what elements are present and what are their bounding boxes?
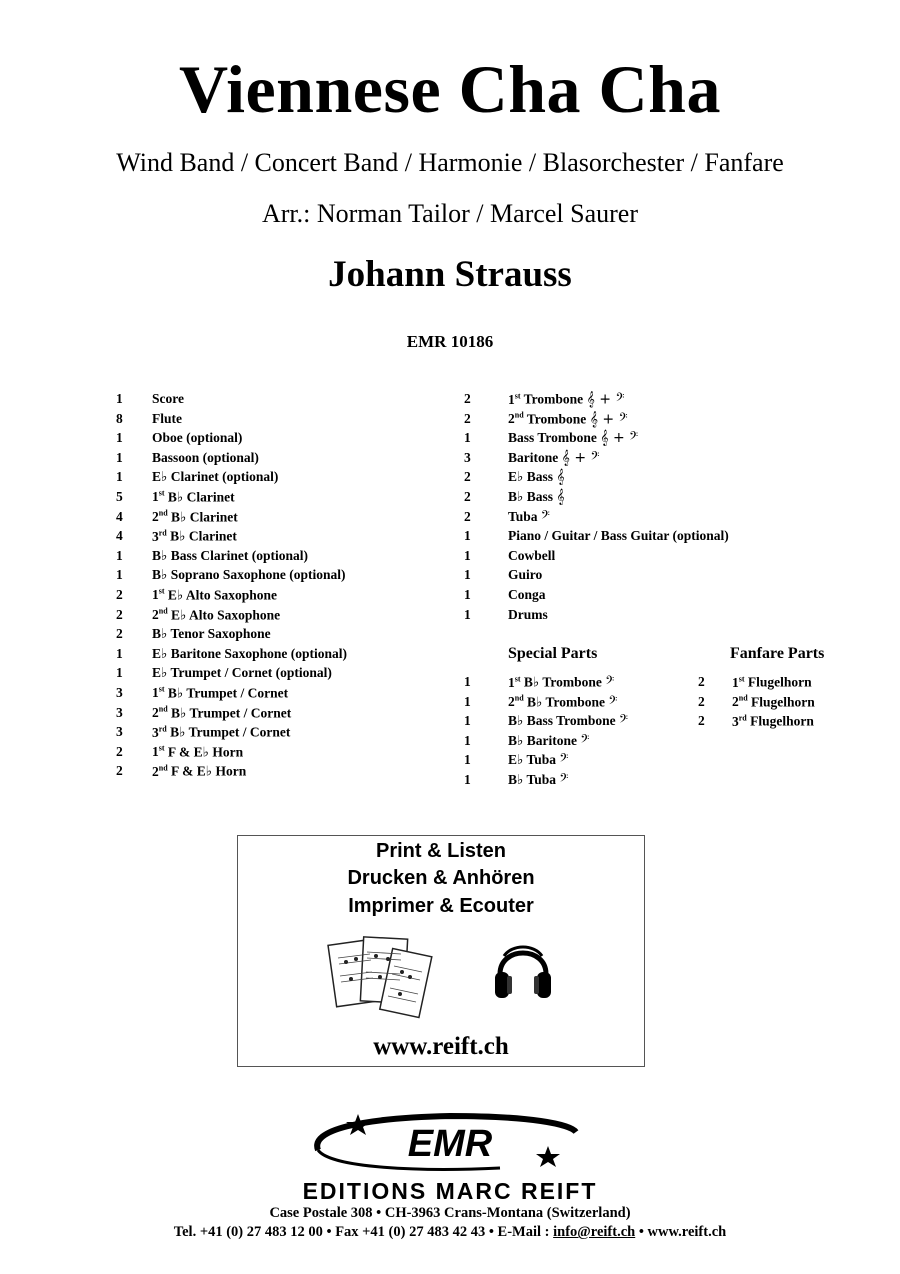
part-instrument: Bass Trombone — [508, 430, 597, 446]
part-name — [152, 430, 242, 446]
part-ordinal: 1st — [152, 488, 165, 505]
part-quantity: 1 — [464, 547, 471, 563]
part-instrument: B♭ Bass Clarinet (optional) — [152, 547, 309, 563]
part-instrument: E♭ Bass — [508, 469, 554, 485]
clef-icon: 𝄞 — [556, 488, 565, 505]
clef-icon: 𝄞 + 𝄢 — [600, 430, 639, 447]
part-instrument: Flute — [152, 410, 182, 426]
part-instrument: F & E♭ Horn — [167, 744, 244, 760]
part-name — [508, 733, 589, 749]
part-ordinal: 3rd — [152, 528, 167, 544]
clef-icon: 𝄞 + 𝄢 — [561, 449, 600, 466]
part-name — [152, 607, 280, 624]
part-quantity: 2 — [464, 391, 471, 406]
clef-icon: 𝄢 — [540, 508, 550, 525]
part-ordinal: 3rd — [152, 724, 167, 740]
part-instrument: B♭ Bass Trombone — [508, 713, 616, 729]
clef-icon: 𝄢 — [559, 771, 569, 788]
promo-line-print-listen: Print & Listen — [375, 840, 506, 862]
part-name — [152, 626, 271, 642]
part-quantity: 1 — [464, 586, 471, 602]
part-quantity: 2 — [698, 693, 705, 709]
part-name — [152, 705, 291, 722]
part-instrument: B♭ Bass — [508, 488, 554, 504]
part-instrument: B♭ Trumpet / Cornet — [170, 724, 291, 740]
part-ordinal: 1st — [152, 684, 165, 701]
part-name — [508, 567, 542, 583]
part-quantity: 2 — [116, 626, 123, 642]
special-parts-heading: Special Parts — [508, 645, 598, 662]
publisher-contact — [0, 1224, 900, 1241]
part-instrument: B♭ Trumpet / Cornet — [171, 705, 292, 720]
part-instrument: B♭ Tenor Saxophone — [152, 626, 271, 642]
part-name — [508, 772, 568, 788]
part-quantity: 1 — [116, 645, 123, 661]
part-ordinal: 1st — [152, 586, 165, 603]
part-quantity: 1 — [464, 606, 471, 622]
part-quantity: 2 — [116, 763, 123, 779]
part-instrument: F & E♭ Horn — [171, 763, 247, 779]
promo-line-drucken-anhoeren: Drucken & Anhören — [347, 867, 535, 889]
part-quantity: 2 — [698, 713, 705, 729]
part-name — [152, 567, 346, 583]
part-instrument: Trombone — [526, 411, 587, 427]
part-name — [152, 587, 277, 604]
part-instrument: Cowbell — [508, 547, 556, 563]
part-instrument: E♭ Baritone Saxophone (optional) — [152, 645, 348, 661]
part-name — [152, 665, 332, 681]
part-quantity: 1 — [116, 430, 123, 446]
part-name — [732, 674, 812, 691]
part-name — [152, 724, 290, 741]
part-instrument: B♭ Clarinet — [170, 528, 237, 544]
part-quantity: 1 — [116, 547, 123, 563]
part-name — [152, 744, 243, 761]
part-instrument: Conga — [508, 586, 546, 602]
part-instrument: Baritone — [508, 449, 559, 465]
part-ordinal: 2nd — [508, 410, 524, 427]
part-quantity: 1 — [116, 391, 123, 406]
part-instrument: Drums — [508, 606, 548, 622]
part-instrument: B♭ Baritone — [508, 732, 577, 748]
part-ordinal: 1st — [152, 743, 165, 760]
part-quantity: 4 — [116, 508, 123, 524]
part-instrument: E♭ Trumpet / Cornet (optional) — [152, 665, 332, 681]
headphones-icon — [492, 934, 554, 1006]
promo-box — [237, 835, 645, 1067]
part-quantity: 2 — [698, 674, 705, 689]
part-ordinal: 1st — [732, 674, 745, 690]
part-quantity: 4 — [116, 528, 123, 544]
part-instrument: Flugelhorn — [751, 694, 815, 710]
part-name — [152, 489, 235, 506]
part-name — [508, 469, 565, 485]
part-quantity: 1 — [116, 567, 123, 583]
promo-url[interactable]: www.reift.ch — [373, 1033, 509, 1060]
part-quantity: 1 — [116, 665, 123, 681]
part-quantity: 2 — [116, 606, 123, 622]
contact-website[interactable]: • www.reift.ch — [635, 1224, 727, 1240]
part-ordinal: 2nd — [508, 693, 524, 710]
clef-icon: 𝄢 — [605, 674, 615, 691]
part-instrument: E♭ Tuba — [508, 752, 557, 768]
part-name — [152, 469, 278, 485]
part-quantity: 2 — [464, 488, 471, 504]
part-ordinal: 2nd — [152, 763, 168, 779]
part-name — [152, 391, 184, 407]
clef-icon: 𝄞 — [556, 469, 565, 486]
part-quantity: 1 — [464, 713, 471, 729]
part-quantity: 1 — [116, 449, 123, 465]
part-instrument: B♭ Tuba — [508, 771, 557, 787]
clef-icon: 𝄢 — [559, 752, 569, 769]
promo-line-imprimer-ecouter: Imprimer & Ecouter — [348, 895, 534, 917]
clef-icon: 𝄞 + 𝄢 — [586, 391, 625, 408]
subtitle: Wind Band / Concert Band / Harmonie / Blasorchester / Fanfare — [116, 148, 784, 177]
part-ordinal: 1st — [508, 391, 521, 407]
part-name — [508, 450, 600, 466]
part-ordinal: 2nd — [732, 693, 748, 710]
part-name — [732, 713, 814, 730]
part-quantity: 1 — [464, 430, 471, 446]
part-quantity: 1 — [464, 693, 471, 709]
part-quantity: 1 — [464, 528, 471, 544]
part-name — [508, 528, 729, 544]
part-quantity: 2 — [464, 469, 471, 485]
part-instrument: B♭ Clarinet — [171, 509, 238, 525]
part-instrument: Bassoon (optional) — [152, 449, 259, 465]
contact-phone-fax: Tel. +41 (0) 27 483 12 00 • Fax +41 (0) 27 483 42 43 • E-Mail : — [173, 1224, 554, 1240]
part-instrument: E♭ Clarinet (optional) — [152, 469, 279, 485]
part-quantity: 1 — [464, 771, 471, 787]
part-name — [152, 509, 238, 526]
part-quantity: 3 — [116, 724, 123, 740]
catalog-number: EMR 10186 — [406, 332, 494, 351]
part-name — [508, 548, 555, 564]
part-name — [508, 430, 638, 446]
part-ordinal: 2nd — [152, 606, 168, 623]
part-quantity: 2 — [464, 410, 471, 426]
publisher-address: Case Postale 308 • CH-3963 Crans-Montana (Switzerland) — [269, 1205, 631, 1221]
clef-icon: 𝄞 + 𝄢 — [589, 411, 628, 428]
clef-icon: 𝄢 — [619, 713, 629, 730]
part-instrument: B♭ Trombone — [527, 694, 606, 710]
part-quantity: 2 — [116, 743, 123, 759]
part-name — [508, 674, 614, 691]
composer: Johann Strauss — [328, 254, 572, 295]
part-quantity: 3 — [116, 704, 123, 720]
part-name — [508, 489, 565, 505]
part-quantity: 2 — [116, 586, 123, 602]
fanfare-parts-heading: Fanfare Parts — [730, 645, 825, 662]
clef-icon: 𝄢 — [608, 694, 618, 711]
contact-email-link[interactable]: info@reift.ch — [553, 1224, 636, 1240]
part-quantity: 1 — [116, 469, 123, 485]
part-instrument: E♭ Alto Saxophone — [167, 587, 278, 603]
part-name — [508, 607, 548, 623]
part-name — [152, 450, 259, 466]
part-quantity: 2 — [464, 508, 471, 524]
part-name — [508, 391, 624, 408]
part-name — [152, 528, 237, 545]
part-instrument: Trombone — [523, 391, 584, 407]
part-name — [508, 752, 568, 768]
publisher-name: EDITIONS MARC REIFT — [302, 1178, 598, 1204]
part-quantity: 1 — [464, 752, 471, 768]
part-quantity: 1 — [464, 567, 471, 583]
part-instrument: E♭ Alto Saxophone — [171, 607, 281, 623]
part-instrument: Flugelhorn — [747, 674, 812, 690]
part-name — [152, 411, 182, 427]
part-name — [152, 685, 288, 702]
part-instrument: Oboe (optional) — [152, 430, 243, 446]
part-quantity: 5 — [116, 488, 123, 504]
part-quantity: 1 — [464, 732, 471, 748]
part-name — [508, 694, 617, 711]
clef-icon: 𝄢 — [580, 732, 590, 749]
part-quantity: 3 — [116, 684, 123, 700]
part-ordinal: 2nd — [152, 704, 168, 720]
part-ordinal: 1st — [508, 674, 521, 690]
part-ordinal: 3rd — [732, 713, 747, 729]
part-name — [152, 763, 246, 780]
part-name — [508, 509, 550, 525]
part-instrument: Piano / Guitar / Bass Guitar (optional) — [508, 528, 729, 544]
part-instrument: B♭ Trumpet / Cornet — [167, 685, 289, 701]
part-instrument: B♭ Trombone — [523, 674, 602, 690]
part-instrument: Flugelhorn — [750, 713, 814, 729]
part-ordinal: 2nd — [152, 508, 168, 525]
part-quantity: 1 — [464, 674, 471, 689]
part-instrument: B♭ Clarinet — [167, 489, 235, 505]
part-instrument: B♭ Soprano Saxophone (optional) — [152, 567, 346, 583]
emr-logo — [300, 1110, 600, 1178]
part-name — [508, 587, 546, 603]
part-instrument: Tuba — [508, 508, 538, 524]
arranger: Arr.: Norman Tailor / Marcel Saurer — [261, 199, 639, 228]
sheet-music-icon — [324, 932, 436, 1024]
part-name — [152, 646, 347, 662]
title: Viennese Cha Cha — [179, 51, 721, 127]
part-quantity: 8 — [116, 410, 123, 426]
logo-text: EMR — [407, 1123, 493, 1165]
part-name — [508, 411, 628, 428]
part-name — [732, 694, 815, 711]
part-name — [508, 713, 628, 729]
part-instrument: Score — [152, 391, 184, 406]
part-instrument: Guiro — [508, 567, 543, 583]
part-quantity: 3 — [464, 449, 471, 465]
part-name — [152, 548, 308, 564]
